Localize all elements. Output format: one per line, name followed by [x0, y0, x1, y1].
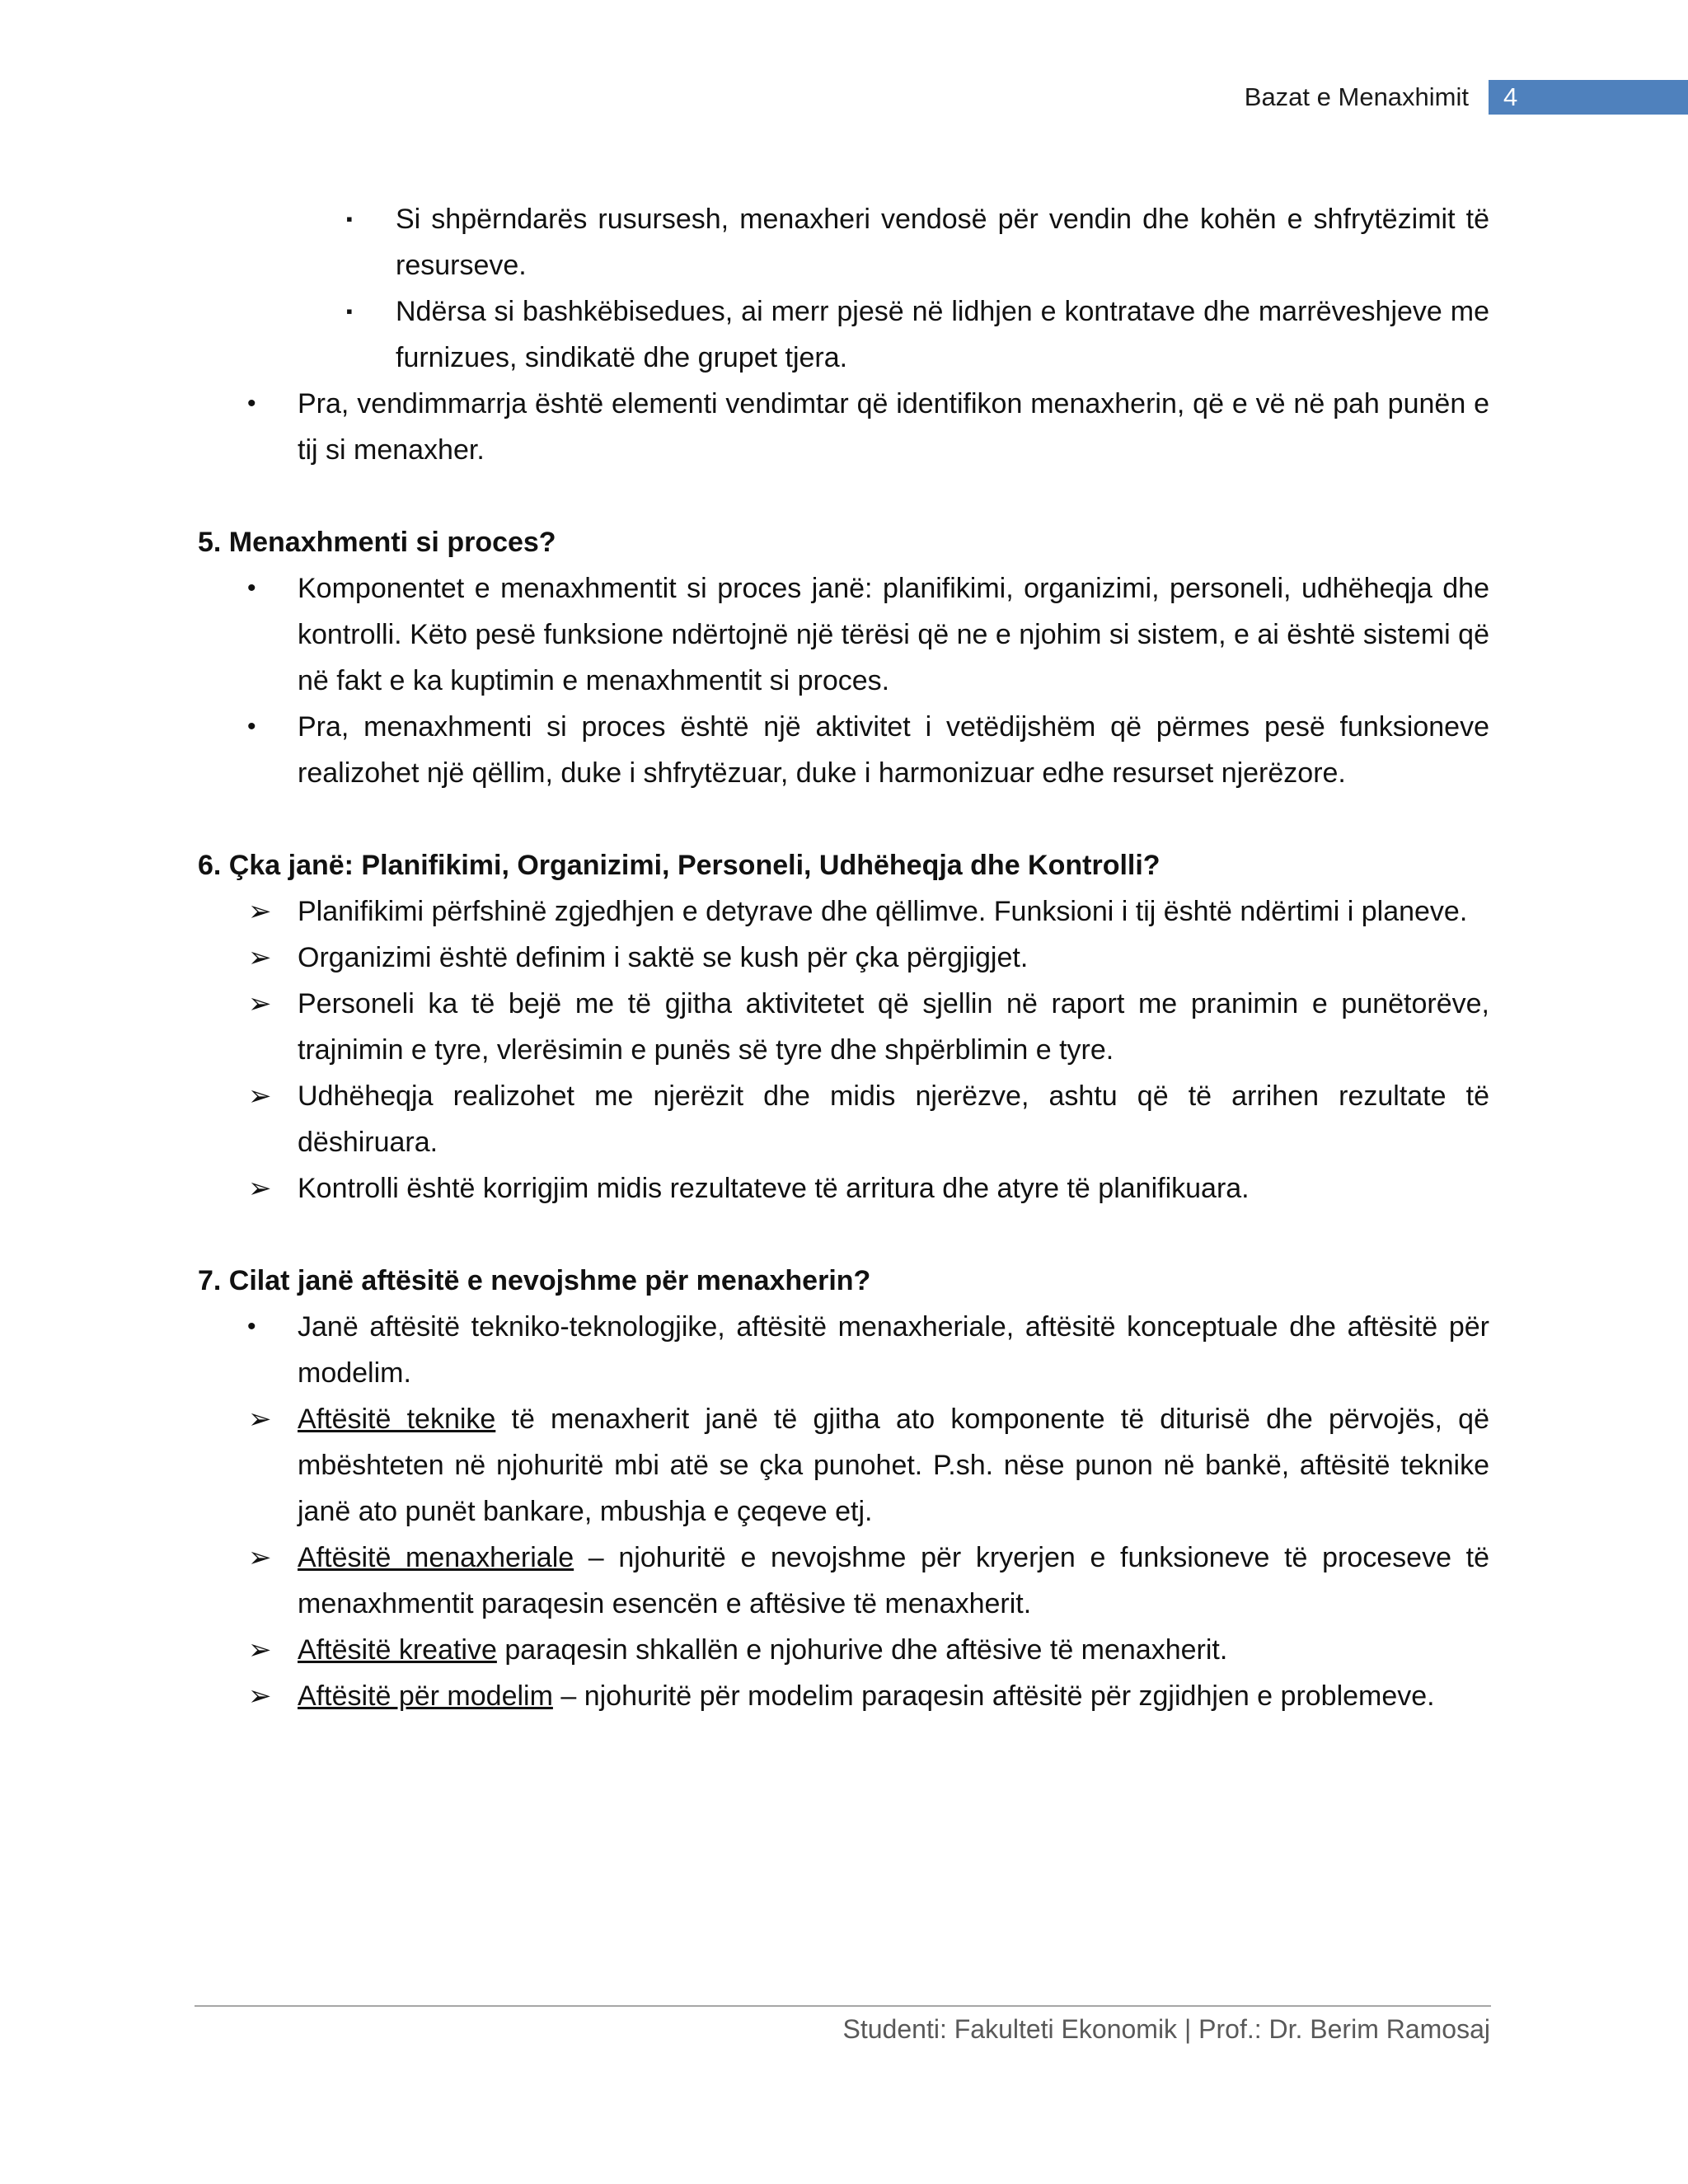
list-item — [198, 1535, 1489, 1627]
section-heading: 5. Menaxhmenti si proces? — [198, 527, 556, 558]
section-heading: 6. Çka janë: Planifikimi, Organizimi, Personeli, Udhëheqja dhe Kontrolli? — [198, 850, 1160, 881]
footer-divider — [195, 2005, 1491, 2007]
list-item — [198, 1627, 1489, 1673]
list-item-text: Si shpërndarës rusursesh, menaxheri vendosë për vendin dhe kohën e shfrytëzimit të resurseve. — [396, 204, 1489, 281]
list-item-text: Janë aftësitë tekniko-teknologjike, aftësitë menaxheriale, aftësitë konceptuale dhe aftësitë për modelim. — [298, 1311, 1489, 1389]
term-underlined: Aftësitë menaxheriale — [298, 1542, 574, 1573]
list-item — [198, 565, 1489, 704]
list-item-text: Pra, vendimmarrja është elementi vendimtar që identifikon menaxherin, që e vë në pah punën e tij si menaxher. — [298, 388, 1489, 466]
list-item-text: Kontrolli është korrigjim midis rezultateve të arritura dhe atyre të planifikuara. — [298, 1173, 1250, 1204]
list-item-text: – njohuritë për modelim paraqesin aftësitë për zgjidhjen e problemeve. — [552, 1680, 1435, 1712]
arrow-bullet-icon: ➢ — [248, 1173, 272, 1204]
page-header — [1245, 78, 1688, 116]
list-item-text: të menaxherit janë të gjitha ato komponente të diturisë dhe përvojës, që mbështeten në njohuritë mbi atë se çka punohet. P.sh. nëse punon në bankë, aftësitë teknike janë ato punët bankare, mbushja e çeqeve etj. — [298, 1404, 1489, 1527]
page-number: 4 — [1489, 80, 1688, 115]
bullet-icon: • — [247, 574, 256, 602]
list-item-text: Udhëheqja realizohet me njerëzit dhe midis njerëzve, ashtu që të arrihen rezultate të dëshiruara. — [298, 1080, 1489, 1158]
list-item-text: Ndërsa si bashkëbisedues, ai merr pjesë në lidhjen e kontratave dhe marrëveshjeve me furnizues, sindikatë dhe grupet tjera. — [396, 296, 1489, 373]
list-item — [198, 1304, 1489, 1396]
list-item-text: paraqesin shkallën e njohurive dhe aftësive të menaxherit. — [496, 1634, 1228, 1666]
list-item — [198, 1396, 1489, 1535]
list-item — [198, 1073, 1489, 1165]
list-item — [198, 1165, 1489, 1212]
list-item — [198, 381, 1489, 473]
arrow-bullet-icon: ➢ — [248, 1680, 272, 1712]
square-bullet-icon: ▪ — [346, 209, 353, 229]
bullet-icon: • — [247, 1313, 256, 1340]
bullet-icon: • — [247, 390, 256, 417]
list-item-text: Organizimi është definim i saktë se kush për çka përgjigjet. — [298, 942, 1029, 973]
page-footer: Studenti: Fakulteti Ekonomik | Prof.: Dr. Berim Ramosaj — [842, 2014, 1490, 2044]
list-item-text: Personeli ka të bejë me të gjitha aktivitetet që sjellin në raport me pranimin e punëtorëve, trajnimin e tyre, vlerësimin e punës së tyre dhe shpërblimin e tyre. — [298, 988, 1489, 1066]
list-item — [198, 288, 1489, 381]
list-item — [198, 196, 1489, 288]
arrow-bullet-icon: ➢ — [248, 1080, 272, 1112]
term-underlined: Aftësitë për modelim — [298, 1680, 553, 1712]
arrow-bullet-icon: ➢ — [248, 1542, 272, 1573]
header-title: Bazat e Menaxhimit — [1244, 82, 1469, 111]
list-item — [198, 935, 1489, 981]
list-item — [198, 1673, 1489, 1719]
arrow-bullet-icon: ➢ — [248, 942, 272, 973]
list-item — [198, 981, 1489, 1073]
list-item-text: Planifikimi përfshinë zgjedhjen e detyrave dhe qëllimve. Funksioni i tij është ndërtimi i planeve. — [298, 896, 1468, 927]
arrow-bullet-icon: ➢ — [248, 896, 272, 927]
term-underlined: Aftësitë teknike — [298, 1404, 496, 1435]
list-item — [198, 704, 1489, 796]
document-body — [198, 196, 1489, 1719]
square-bullet-icon: ▪ — [346, 301, 353, 321]
arrow-bullet-icon: ➢ — [248, 1404, 272, 1435]
bullet-icon: • — [247, 713, 256, 740]
arrow-bullet-icon: ➢ — [248, 988, 272, 1019]
section-heading: 7. Cilat janë aftësitë e nevojshme për menaxherin? — [198, 1265, 871, 1296]
list-item — [198, 888, 1489, 935]
term-underlined: Aftësitë kreative — [298, 1634, 497, 1666]
list-item-text: Pra, menaxhmenti si proces është një aktivitet i vetëdijshëm që përmes pesë funksioneve realizohet një qëllim, duke i shfrytëzuar, duke i harmonizuar edhe resurset njerëzore. — [298, 711, 1489, 789]
list-item-text: – njohuritë e nevojshme për kryerjen e funksioneve të proceseve të menaxhmentit paraqesin esencën e aftësive të menaxherit. — [298, 1542, 1489, 1619]
list-item-text: Komponentet e menaxhmentit si proces janë: planifikimi, organizimi, personeli, udhëheqja dhe kontrolli. Këto pesë funksione ndërtojnë një tërësi që ne e njohim si sistem, e ai është sistemi që në fakt e ka kuptimin e menaxhmentit si proces. — [298, 573, 1489, 696]
arrow-bullet-icon: ➢ — [248, 1634, 272, 1666]
